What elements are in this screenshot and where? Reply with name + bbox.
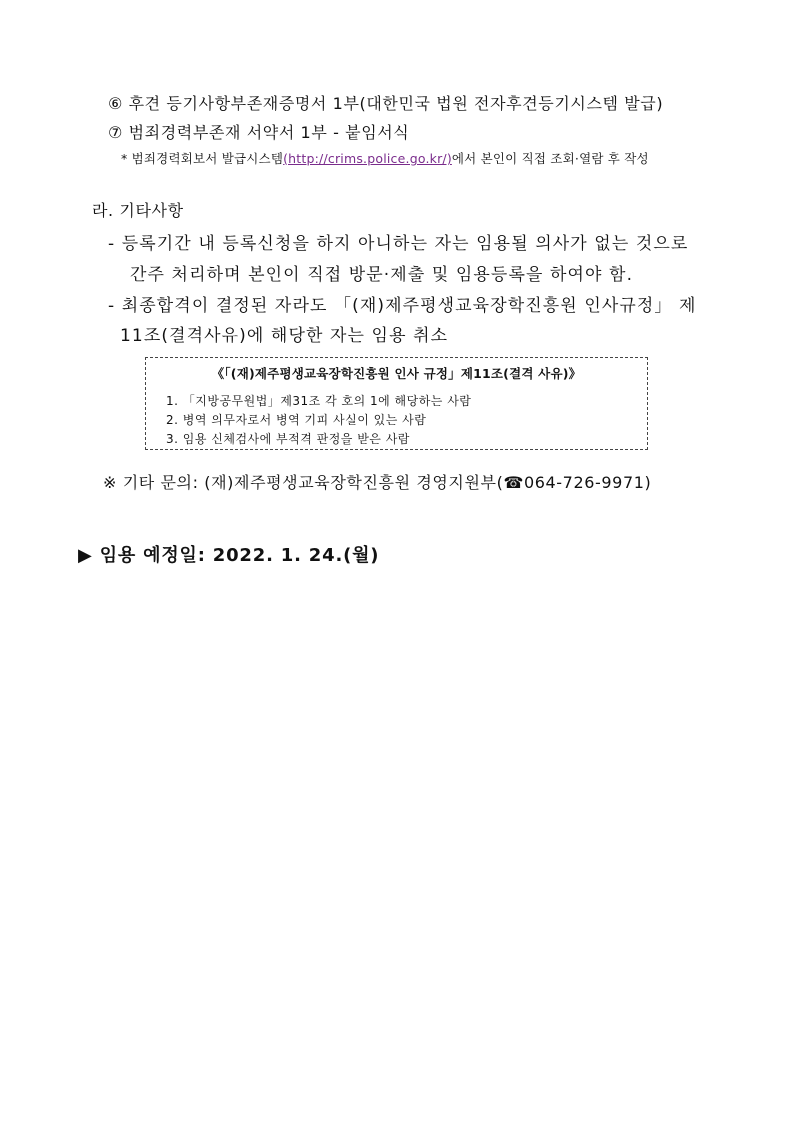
doc-item-7: ⑦ 범죄경력부존재 서약서 1부 - 붙임서식 bbox=[108, 123, 410, 142]
crims-note bbox=[121, 149, 649, 167]
appointment-date: ▶ 임용 예정일: 2022. 1. 24.(월) bbox=[78, 545, 380, 566]
disqualification-box bbox=[145, 357, 648, 450]
box-item-1: 1. 「지방공무원법」제31조 각 호의 1에 해당하는 사람 bbox=[166, 394, 472, 408]
bullet-2-line-2: 11조(결격사유)에 해당한 자는 임용 취소 bbox=[120, 326, 449, 346]
other-heading: 라. 기타사항 bbox=[92, 201, 184, 220]
crims-link[interactable]: (http://crims.police.go.kr/) bbox=[283, 151, 452, 166]
bullet-1-line-2: 간주 처리하며 본인이 직접 방문·제출 및 임용등록을 하여야 함. bbox=[130, 265, 634, 285]
note-prefix: * 범죄경력회보서 발급시스템 bbox=[121, 151, 284, 166]
box-item-3: 3. 임용 신체검사에 부적격 판정을 받은 사람 bbox=[166, 432, 410, 446]
note-suffix: 에서 본인이 직접 조회·열람 후 작성 bbox=[451, 151, 649, 166]
bullet-1-line-1: - 등록기간 내 등록신청을 하지 아니하는 자는 임용될 의사가 없는 것으로 bbox=[108, 234, 689, 254]
box-title: 《「(재)제주평생교육장학진흥원 인사 규정」제11조(결격 사유)》 bbox=[211, 366, 582, 381]
doc-item-6: ⑥ 후견 등기사항부존재증명서 1부(대한민국 법원 전자후견등기시스템 발급) bbox=[108, 94, 664, 113]
box-item-2: 2. 병역 의무자로서 병역 기피 사실이 있는 사람 bbox=[166, 413, 427, 427]
contact-info: ※ 기타 문의: (재)제주평생교육장학진흥원 경영지원부(☎064-726-9971) bbox=[103, 473, 652, 492]
bullet-2-line-1: - 최종합격이 결정된 자라도 「(재)제주평생교육장학진흥원 인사규정」 제 bbox=[108, 296, 697, 316]
